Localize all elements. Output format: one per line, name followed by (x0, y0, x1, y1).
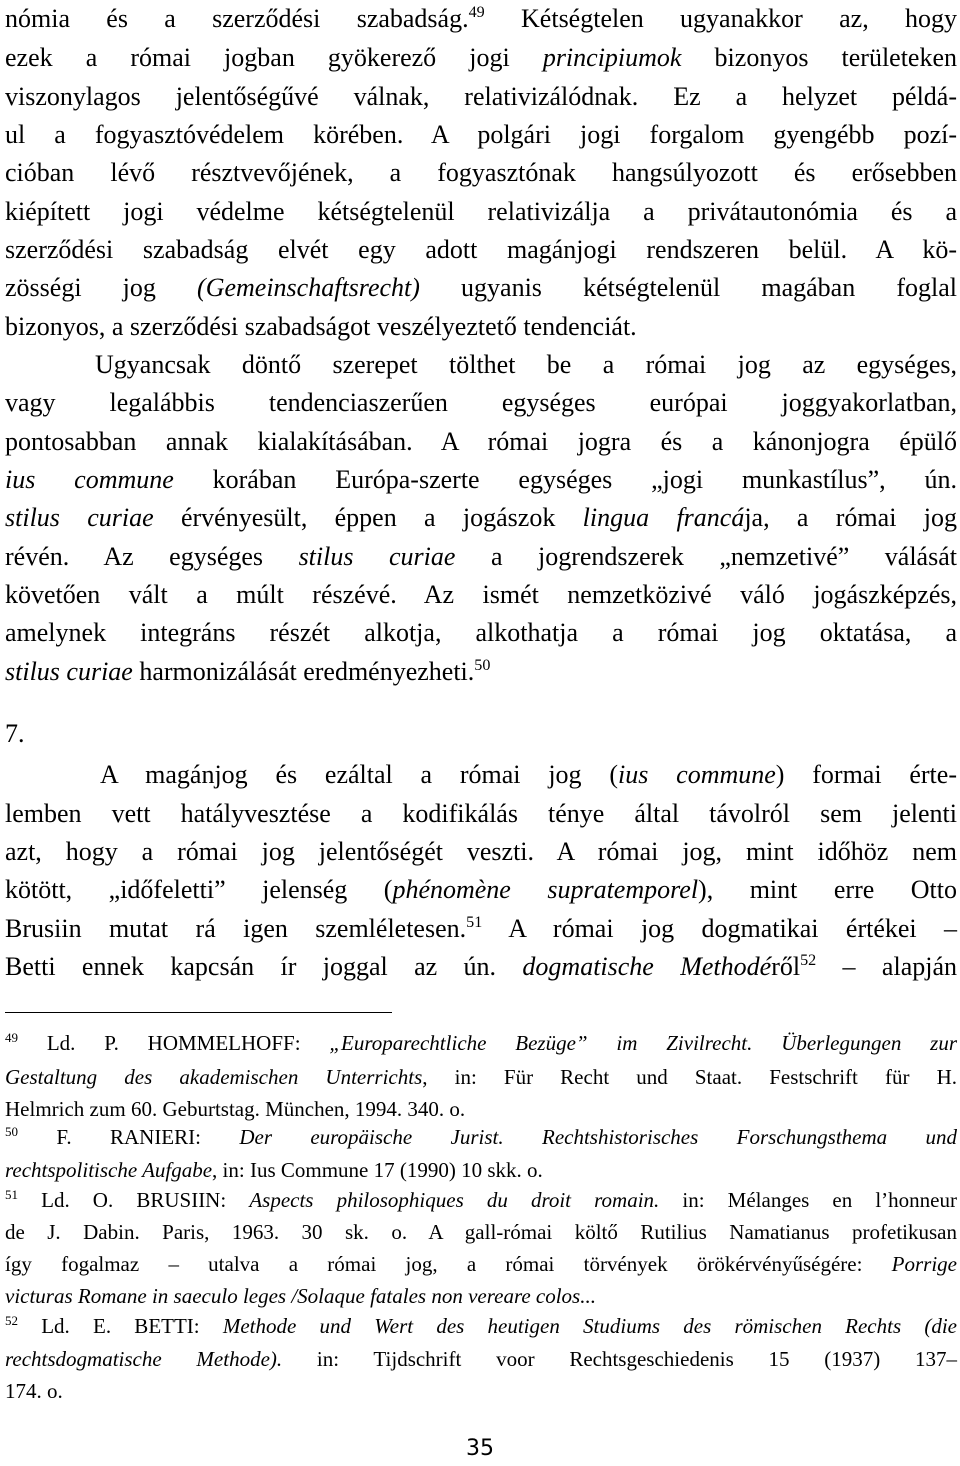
body-line (5, 41, 957, 75)
footnote-line (5, 1282, 957, 1310)
footnote-ref: 49 (468, 4, 485, 22)
text-run: Helmrich zum 60. Geburtstag. München, 1994. 340. o. (5, 1097, 466, 1121)
body-line (5, 233, 957, 267)
footnote-line (5, 1123, 957, 1151)
italic-run: Aspects philosophiques du droit romain. (249, 1188, 660, 1212)
footnote-ref: 52 (5, 1312, 19, 1328)
footnote-line (5, 1345, 957, 1373)
text-run: követően vált a múlt részévé. Az ismét nemzetközivé váló jogászképzés, (5, 580, 957, 609)
italic-run: victuras Romane in saeculo leges /Solaque fatales non vereare colos... (5, 1284, 596, 1308)
footnote-ref: 51 (466, 914, 483, 932)
text-run: F. R (18, 1125, 124, 1149)
body-line (5, 873, 957, 907)
italic-run: stilus curiae (5, 503, 154, 532)
text-run: Betti ennek kapcsán ír joggal az ún. (5, 952, 523, 981)
italic-run: Methode und Wert des heutigen Studiums des römischen Rechts (die (222, 1314, 957, 1338)
body-line (5, 616, 957, 650)
italic-run: „Europarechtliche Bezüge” im Zivilrecht. Überlegungen zur (329, 1031, 957, 1055)
footnote-line (5, 1186, 957, 1214)
text-run: : (195, 1125, 240, 1149)
author-name-smallcaps: RUSIIN (150, 1188, 221, 1212)
text-run: azt, hogy a római jog jelentőségét veszti. A római jog, mint időhöz nem (5, 837, 957, 866)
text-run: viszonylagos jelentőségűvé válnak, relativizálódnak. Ez a helyzet példá- (5, 82, 957, 111)
body-line (5, 578, 957, 612)
text-run: ezek a római jogban gyökerező jogi (5, 43, 543, 72)
text-run: 174. o. (5, 1379, 63, 1403)
footnote-line (5, 1095, 957, 1123)
text-run: bizonyos területeken (681, 43, 958, 72)
text-run: a jogrendszerek „nemzetivé” válását (455, 542, 957, 571)
text-run: érvényesült, éppen a jogászok (153, 503, 583, 532)
text-run: Ld. P. H (18, 1031, 163, 1055)
footnote-ref: 50 (5, 1123, 19, 1139)
italic-run: rechtsdogmatische Methode). (5, 1347, 283, 1371)
text-run: bizonyos, a szerződési szabadságot veszélyeztető tendenciát. (5, 312, 637, 341)
text-run: amelynek integráns részét alkotja, alkothatja a római jog oktatása, a (5, 618, 957, 647)
text-run: pontosabban annak kialakításában. A római jogra és a kánonjogra épülő (5, 427, 957, 456)
text-run: de J. Dabin. Paris, 1963. 30 sk. o. A gall-római költő Rutilius Namatianus profetikusan (5, 1220, 957, 1244)
italic-run: rechtspolitische Aufgabe (5, 1158, 213, 1182)
paragraph-first-line (95, 348, 957, 382)
footnote-line (5, 1029, 957, 1057)
footnote-line (5, 1063, 957, 1091)
text-run: cióban lévő résztvevőjének, a fogyasztónak hangsúlyozott és erősebben (5, 158, 957, 187)
text-run: így fogalmaz – utalva a római jog, a római törvények örökérvényűségére: (5, 1252, 892, 1276)
text-run: – alapján (816, 952, 957, 981)
section-number (5, 717, 957, 751)
text-run: ugyanis kétségtelenül magában foglal (419, 273, 958, 302)
text-run: 7. (5, 719, 25, 748)
text-run: ja, a római jog (744, 503, 957, 532)
text-run: in: Mélanges en l’honneur (659, 1188, 957, 1212)
italic-run: Porrige (891, 1252, 957, 1276)
text-run: lemben vett hatályvesztése a kodifikálás ténye által távolról sem jelenti (5, 799, 957, 828)
text-run: : (220, 1188, 250, 1212)
body-line (5, 2, 957, 36)
italic-run: (Gemeinschaftsrecht) (197, 273, 420, 302)
author-name-smallcaps: OMMELHOFF (162, 1031, 295, 1055)
italic-run: dogmatische Methodé (522, 952, 772, 981)
body-line (5, 501, 957, 535)
footnote-ref: 52 (800, 952, 817, 970)
footnote-line (5, 1156, 957, 1184)
footnote-line (5, 1312, 957, 1340)
text-run: : (193, 1314, 223, 1338)
italic-run: phénomène supratemporel (392, 875, 699, 904)
text-run: Brusiin mutat rá igen szemléletesen. (5, 914, 467, 943)
body-line (5, 797, 957, 831)
italic-run: ius commune (618, 760, 776, 789)
text-run: harmonizálását eredményezheti. (132, 657, 475, 686)
text-run: ul a fogyasztóvédelem körében. A polgári jogi forgalom gyengébb pozí- (5, 120, 957, 149)
text-run: A római jog dogmatikai értékei – (482, 914, 958, 943)
text-run: in: Tijdschrift voor Rechtsgeschiedenis 15 (1937) 137– (282, 1347, 957, 1371)
page-number: 35 (466, 1436, 494, 1461)
text-run: : (294, 1031, 330, 1055)
body-line (5, 425, 957, 459)
body-line (5, 80, 957, 114)
body-line (5, 310, 957, 344)
italic-run: ius commune (5, 465, 174, 494)
text-run: kötött, „időfeletti” jelenség ( (5, 875, 393, 904)
body-line (5, 195, 957, 229)
italic-run: Gestaltung des akademischen Unterrichts (5, 1065, 423, 1089)
body-line (5, 655, 957, 689)
body-line (5, 540, 957, 574)
author-name-smallcaps: ETTI (148, 1314, 194, 1338)
text-run: szerződési szabadság elvét egy adott magánjogi rendszeren belül. A kö- (5, 235, 957, 264)
body-line (5, 386, 957, 420)
body-line (5, 950, 957, 984)
text-run: , in: Für Recht und Staat. Festschrift für H. (422, 1065, 957, 1089)
text-run: Kétségtelen ugyanakkor az, hogy (484, 4, 957, 33)
body-line (5, 271, 957, 305)
text-run: nómia és a szerződési szabadság. (5, 4, 469, 33)
body-line (5, 912, 957, 946)
footnote-line (5, 1250, 957, 1278)
italic-run: lingua francá (582, 503, 745, 532)
text-run: Ld. E. B (18, 1314, 149, 1338)
body-line (5, 463, 957, 497)
footnote-separator (5, 1012, 392, 1013)
text-run: révén. Az egységes (5, 542, 299, 571)
text-run: Ugyancsak döntő szerepet tölthet be a római jog az egységes, (95, 350, 957, 379)
footnote-line (5, 1218, 957, 1246)
body-line (5, 118, 957, 152)
footnote-ref: 51 (5, 1186, 19, 1202)
text-run: ) formai érte- (775, 760, 957, 789)
italic-run: stilus curiae (298, 542, 456, 571)
text-run: korában Európa-szerte egységes „jogi munkastílus”, ún. (173, 465, 957, 494)
text-run: ), mint erre Otto (698, 875, 957, 904)
body-line (5, 835, 957, 869)
paragraph-first-line (100, 758, 957, 792)
author-name-smallcaps: ANIERI (123, 1125, 196, 1149)
text-run: ről (771, 952, 801, 981)
text-run: zösségi jog (5, 273, 198, 302)
body-line (5, 156, 957, 190)
text-run: vagy legalábbis tendenciaszerűen egységes európai joggyakorlatban, (5, 388, 957, 417)
text-run: A magánjog és ezáltal a római jog ( (100, 760, 619, 789)
footnote-ref: 49 (5, 1029, 19, 1045)
text-run: Ld. O. B (18, 1188, 151, 1212)
footnote-ref: 50 (474, 657, 491, 675)
italic-run: Der europäische Jurist. Rechtshistorisches Forschungsthema und (239, 1125, 957, 1149)
text-run: kiépített jogi védelme kétségtelenül relativizálja a privátautonómia és a (5, 197, 957, 226)
italic-run: principiumok (542, 43, 682, 72)
footnote-line (5, 1377, 957, 1405)
italic-run: stilus curiae (5, 657, 133, 686)
text-run: , in: Ius Commune 17 (1990) 10 skk. o. (212, 1158, 543, 1182)
